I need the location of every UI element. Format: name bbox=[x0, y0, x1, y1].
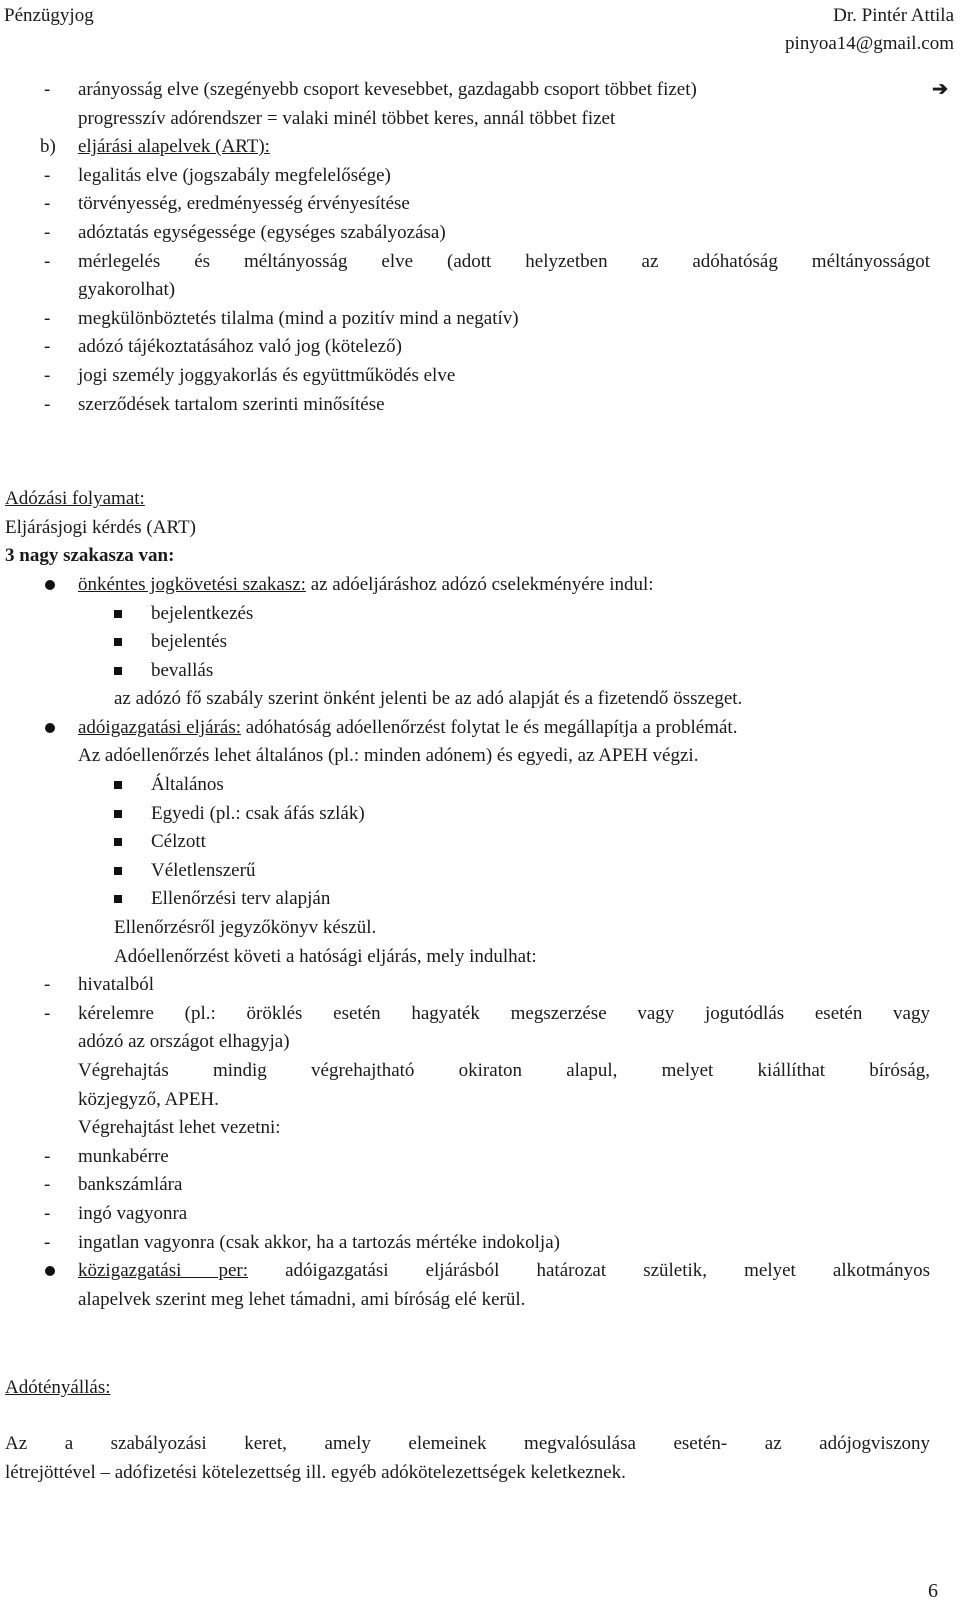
bullet-dot-icon bbox=[45, 1266, 55, 1276]
square-bullet-icon bbox=[114, 838, 122, 846]
bold-heading-text: 3 nagy szakasza van: bbox=[5, 545, 175, 567]
dash-marker: - bbox=[44, 364, 51, 386]
header-title: Pénzügyjog bbox=[4, 5, 94, 26]
list-item bbox=[0, 190, 960, 219]
list-item-continuation bbox=[0, 1028, 960, 1057]
dash-marker: - bbox=[44, 974, 51, 996]
sub-bullet-item bbox=[0, 771, 960, 800]
paragraph-text: az adózó fő szabály szerint önként jelenti be az adó alapját és a fizetendő összeget. bbox=[114, 688, 743, 710]
paragraph-text: közjegyző, APEH. bbox=[78, 1088, 219, 1110]
paragraph-text: Az adóellenőrzés lehet általános (pl.: minden adónem) és egyedi, az APEH végzi. bbox=[78, 745, 699, 767]
list-item-text: kérelemre (pl.: öröklés esetén hagyaték megszerzése vagy jogutódlás esetén vagy bbox=[78, 1002, 930, 1024]
dash-marker: - bbox=[44, 307, 51, 329]
list-item-text: mérlegelés és méltányosság elve (adott helyzetben az adóhatóság méltányosságot bbox=[78, 250, 930, 272]
list-item-continuation bbox=[0, 105, 960, 134]
dash-marker: - bbox=[44, 221, 51, 243]
sub-bullet-item bbox=[0, 600, 960, 629]
bullet-label: közigazgatási per: bbox=[78, 1260, 249, 1282]
sub-bullet-item bbox=[0, 828, 960, 857]
dash-marker: - bbox=[44, 164, 51, 186]
list-item-text: legalitás elve (jogszabály megfelelősége) bbox=[78, 164, 391, 186]
square-bullet-icon bbox=[114, 867, 122, 875]
document-body bbox=[0, 76, 960, 1487]
list-item-text: ingó vagyonra bbox=[78, 1202, 188, 1224]
list-item bbox=[0, 1200, 960, 1229]
paragraph-text: létrejöttével – adófizetési kötelezettség ill. egyéb adókötelezettségek keletkeznek. bbox=[5, 1461, 626, 1483]
sub-bullet-text: bejelentkezés bbox=[151, 602, 254, 624]
list-item bbox=[0, 219, 960, 248]
list-item bbox=[0, 162, 960, 191]
square-bullet-icon bbox=[114, 810, 122, 818]
paragraph-text: alapelvek szerint meg lehet támadni, ami bíróság elé kerül. bbox=[78, 1288, 526, 1310]
list-item-text: jogi személy joggyakorlás és együttműködés elve bbox=[78, 364, 456, 386]
section-title bbox=[0, 485, 960, 514]
list-item bbox=[0, 76, 960, 105]
subsection-heading bbox=[0, 133, 960, 162]
paragraph-text: Az a szabályozási keret, amely elemeinek megvalósulása esetén- az adójogviszony bbox=[5, 1432, 930, 1454]
bullet-text: adóhatóság adóellenőrzést folytat le és megállapítja a problémát. bbox=[241, 716, 738, 738]
sub-bullet-text: Általános bbox=[151, 774, 224, 796]
author-email: pinyoa14@gmail.com bbox=[785, 33, 954, 54]
paragraph-text: Végrehajtás mindig végrehajtható okiraton alapul, melyet kiállíthat bíróság, bbox=[78, 1060, 930, 1081]
list-item bbox=[0, 362, 960, 391]
list-marker: b) bbox=[40, 136, 56, 158]
paragraph-line bbox=[0, 1114, 960, 1143]
dash-marker: - bbox=[44, 1202, 51, 1224]
section-title-text: Adótényállás: bbox=[5, 1377, 111, 1399]
subsection-title: eljárási alapelvek (ART): bbox=[78, 136, 270, 158]
dash-marker: - bbox=[44, 1145, 51, 1167]
page-number: 6 bbox=[928, 1580, 938, 1602]
list-item-text: megkülönböztetés tilalma (mind a pozitív mind a negatív) bbox=[78, 307, 519, 329]
sub-bullet-text: Egyedi (pl.: csak áfás szlák) bbox=[151, 802, 365, 824]
sub-bullet-item bbox=[0, 628, 960, 657]
list-item-text: progresszív adórendszer = valaki minél többet keres, annál többet fizet bbox=[78, 107, 616, 129]
list-item bbox=[0, 1000, 960, 1029]
list-item-text: ingatlan vagyonra (csak akkor, ha a tartozás mértéke indokolja) bbox=[78, 1231, 560, 1253]
bold-heading bbox=[0, 542, 960, 571]
list-item bbox=[0, 971, 960, 1000]
paragraph-text: Ellenőrzésről jegyzőkönyv készül. bbox=[114, 917, 377, 939]
paragraph-line bbox=[0, 1057, 960, 1086]
sub-bullet-text: Célzott bbox=[151, 831, 206, 853]
list-item-text: gyakorolhat) bbox=[78, 279, 176, 301]
list-item bbox=[0, 1229, 960, 1258]
bullet-text: az adóeljáráshoz adózó cselekményére indul: bbox=[305, 573, 654, 595]
bullet-item bbox=[0, 571, 960, 600]
bullet-item bbox=[0, 1257, 960, 1286]
author-name: Dr. Pintér Attila bbox=[833, 5, 954, 26]
list-item-text: arányosság elve (szegényebb csoport kevesebbet, gazdagabb csoport többet fizet) bbox=[78, 79, 697, 100]
paragraph-text: Végrehajtást lehet vezetni: bbox=[78, 1117, 281, 1139]
list-item bbox=[0, 333, 960, 362]
sub-bullet-item bbox=[0, 857, 960, 886]
header-author bbox=[785, 2, 954, 58]
square-bullet-icon bbox=[114, 895, 122, 903]
sub-bullet-item bbox=[0, 885, 960, 914]
bullet-dot-icon bbox=[45, 580, 55, 590]
dash-marker: - bbox=[44, 1231, 51, 1253]
section-subtitle-text: Eljárásjogi kérdés (ART) bbox=[5, 516, 196, 538]
square-bullet-icon bbox=[114, 781, 122, 789]
paragraph-line bbox=[0, 1086, 960, 1115]
sub-bullet-text: bevallás bbox=[151, 659, 214, 681]
paragraph-line bbox=[0, 685, 960, 714]
dash-marker: - bbox=[44, 393, 51, 415]
list-item bbox=[0, 1143, 960, 1172]
dash-marker: - bbox=[44, 79, 51, 100]
section-title bbox=[0, 1374, 960, 1403]
list-item-text: hivatalból bbox=[78, 974, 154, 996]
paragraph-line bbox=[0, 1286, 960, 1315]
list-item-text: szerződések tartalom szerinti minősítése bbox=[78, 393, 385, 415]
square-bullet-icon bbox=[114, 610, 122, 618]
list-item bbox=[0, 1171, 960, 1200]
list-item-text: törvényesség, eredményesség érvényesítése bbox=[78, 193, 410, 215]
paragraph-line bbox=[0, 1430, 960, 1459]
list-item-text: adózó tájékoztatásához való jog (kötelező) bbox=[78, 336, 402, 358]
paragraph-line bbox=[0, 914, 960, 943]
sub-bullet-text: Véletlenszerű bbox=[151, 859, 256, 881]
list-item-text: adózó az országot elhagyja) bbox=[78, 1031, 290, 1053]
bullet-item bbox=[0, 714, 960, 743]
section-subtitle bbox=[0, 514, 960, 543]
sub-bullet-text: bejelentés bbox=[151, 631, 227, 653]
sub-bullet-text: Ellenőrzési terv alapján bbox=[151, 888, 331, 910]
dash-marker: - bbox=[44, 1002, 51, 1024]
bullet-label: adóigazgatási eljárás: bbox=[78, 716, 242, 738]
bullet-label: önkéntes jogkövetési szakasz: bbox=[78, 573, 306, 595]
dash-marker: - bbox=[44, 193, 51, 215]
dash-marker: - bbox=[44, 250, 51, 272]
section-title-text: Adózási folyamat: bbox=[5, 488, 145, 510]
list-item-text: adóztatás egységessége (egységes szabályozása) bbox=[78, 221, 446, 243]
list-item bbox=[0, 248, 960, 277]
list-item-continuation bbox=[0, 276, 960, 305]
square-bullet-icon bbox=[114, 667, 122, 675]
list-item bbox=[0, 305, 960, 334]
list-item bbox=[0, 391, 960, 420]
arrow-icon: ➔ bbox=[932, 79, 948, 100]
square-bullet-icon bbox=[114, 638, 122, 646]
bullet-text: adóigazgatási eljárásból határozat születik, melyet alkotmányos bbox=[248, 1260, 930, 1282]
list-item-text: munkabérre bbox=[78, 1145, 169, 1167]
paragraph-text: Adóellenőrzést követi a hatósági eljárás, mely indulhat: bbox=[114, 945, 537, 967]
sub-bullet-item bbox=[0, 800, 960, 829]
sub-bullet-item bbox=[0, 657, 960, 686]
paragraph-line bbox=[0, 742, 960, 771]
paragraph-line bbox=[0, 943, 960, 972]
dash-marker: - bbox=[44, 336, 51, 358]
list-item-text: bankszámlára bbox=[78, 1174, 183, 1196]
bullet-dot-icon bbox=[45, 723, 55, 733]
dash-marker: - bbox=[44, 1174, 51, 1196]
paragraph-line bbox=[0, 1459, 960, 1488]
